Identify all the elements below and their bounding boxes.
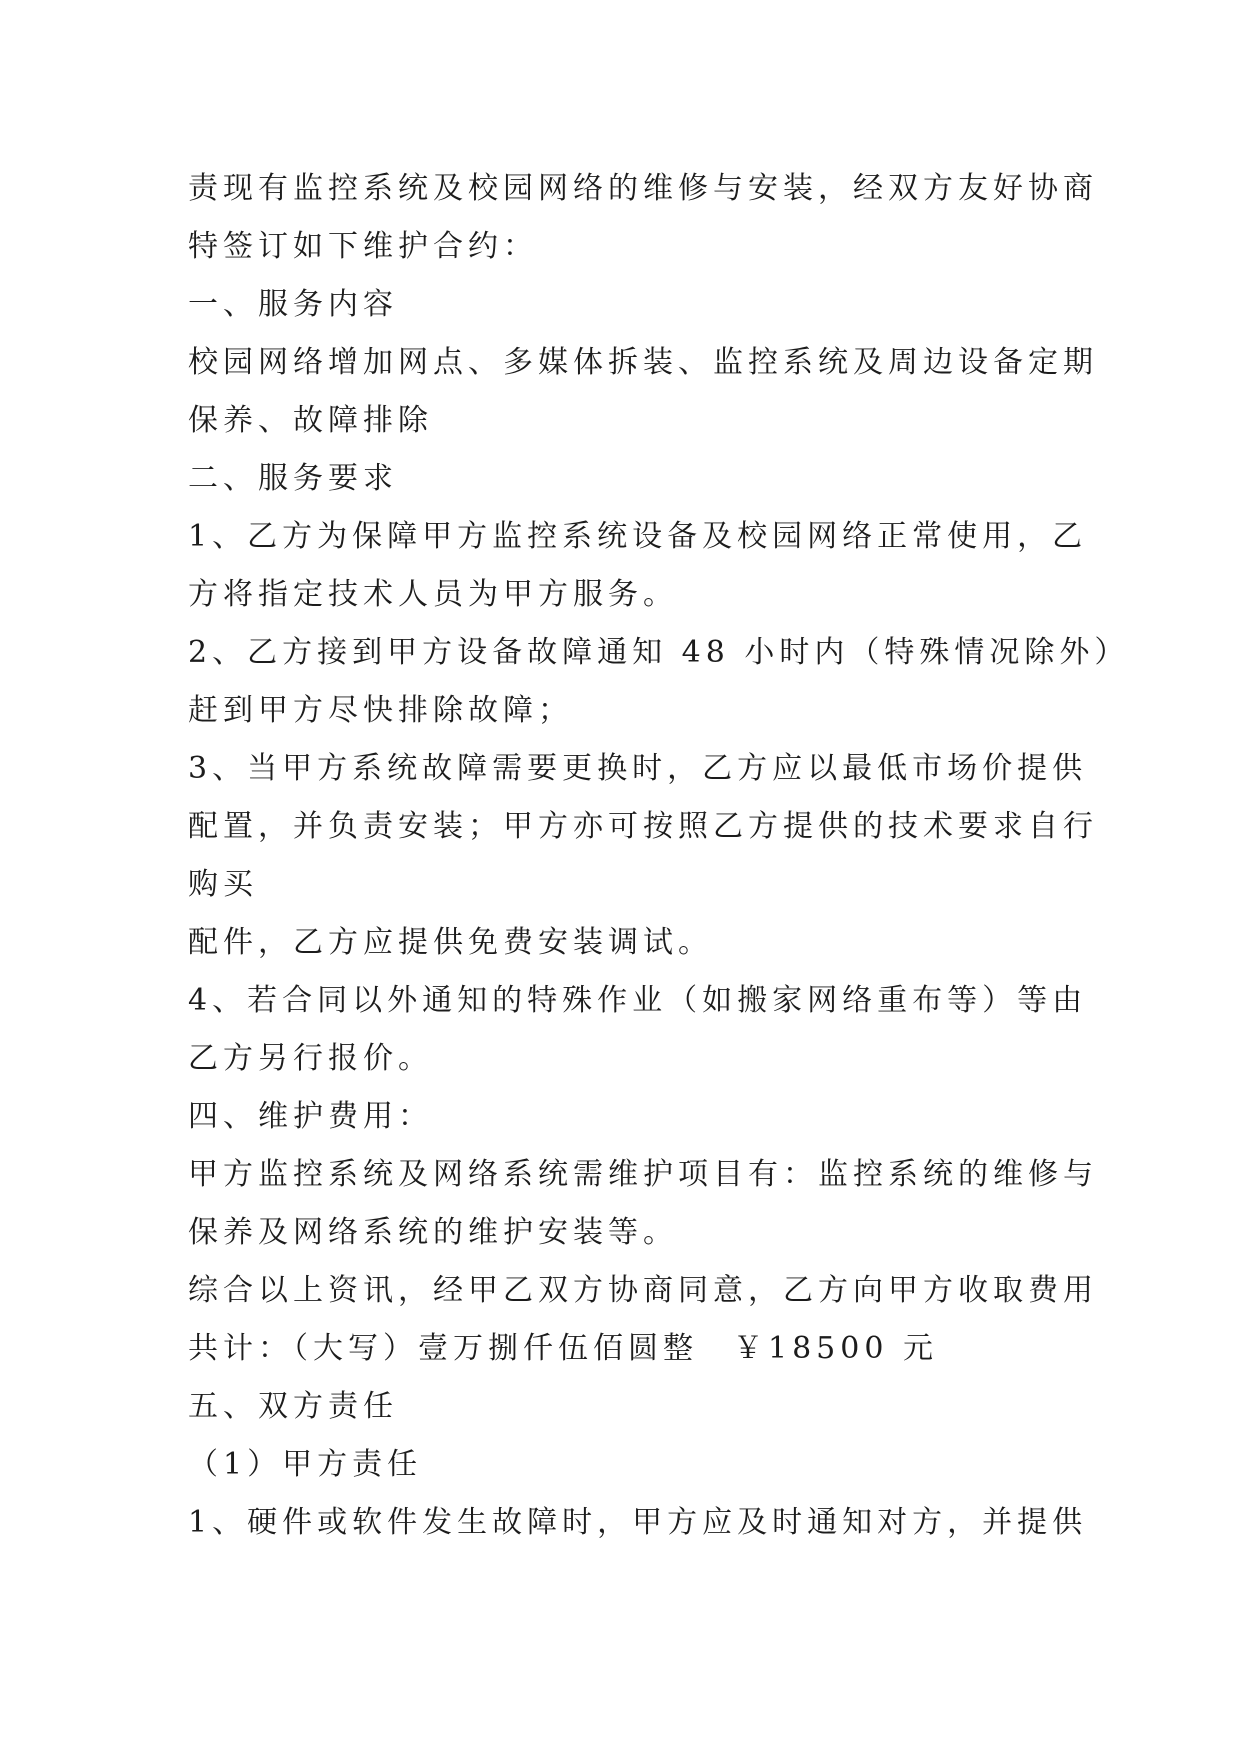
text-line: 配置，并负责安装；甲方亦可按照乙方提供的技术要求自行: [188, 809, 1098, 844]
section-heading: 四、维护费用：: [188, 1099, 433, 1134]
text-line: 1、硬件或软件发生故障时，甲方应及时通知对方，并提供: [188, 1505, 1088, 1540]
text-line: 校园网络增加网点、多媒体拆装、监控系统及周边设备定期: [188, 345, 1098, 380]
fee-total-line: 共计：（大写）壹万捌仟伍佰圆整 ￥18500 元: [188, 1331, 938, 1366]
text-line: 1、乙方为保障甲方监控系统设备及校园网络正常使用，乙: [188, 519, 1088, 554]
text-line: 方将指定技术人员为甲方服务。: [188, 577, 678, 612]
text-line: 保养、故障排除: [188, 403, 433, 438]
text-line: 3、当甲方系统故障需要更换时，乙方应以最低市场价提供: [188, 751, 1088, 786]
section-heading: 一、服务内容: [188, 287, 398, 322]
text-line: 甲方监控系统及网络系统需维护项目有：监控系统的维修与: [188, 1157, 1098, 1192]
section-heading: 二、服务要求: [188, 461, 398, 496]
text-line: 配件，乙方应提供免费安装调试。: [188, 925, 713, 960]
text-line: 2、乙方接到甲方设备故障通知 48 小时内（特殊情况除外）: [188, 635, 1130, 670]
text-line: 购买: [188, 867, 258, 902]
subsection-heading: （1）甲方责任: [188, 1447, 423, 1482]
section-heading: 五、双方责任: [188, 1389, 398, 1424]
text-line: 赶到甲方尽快排除故障；: [188, 693, 573, 728]
text-line: 4、若合同以外通知的特殊作业（如搬家网络重布等）等由: [188, 983, 1088, 1018]
document-body: [188, 160, 1130, 1552]
text-line: 保养及网络系统的维护安装等。: [188, 1215, 678, 1250]
text-line: 特签订如下维护合约：: [188, 229, 538, 264]
text-line: 责现有监控系统及校园网络的维修与安装，经双方友好协商: [188, 171, 1098, 206]
text-line: 乙方另行报价。: [188, 1041, 433, 1076]
text-line: 综合以上资讯，经甲乙双方协商同意，乙方向甲方收取费用: [188, 1273, 1098, 1308]
